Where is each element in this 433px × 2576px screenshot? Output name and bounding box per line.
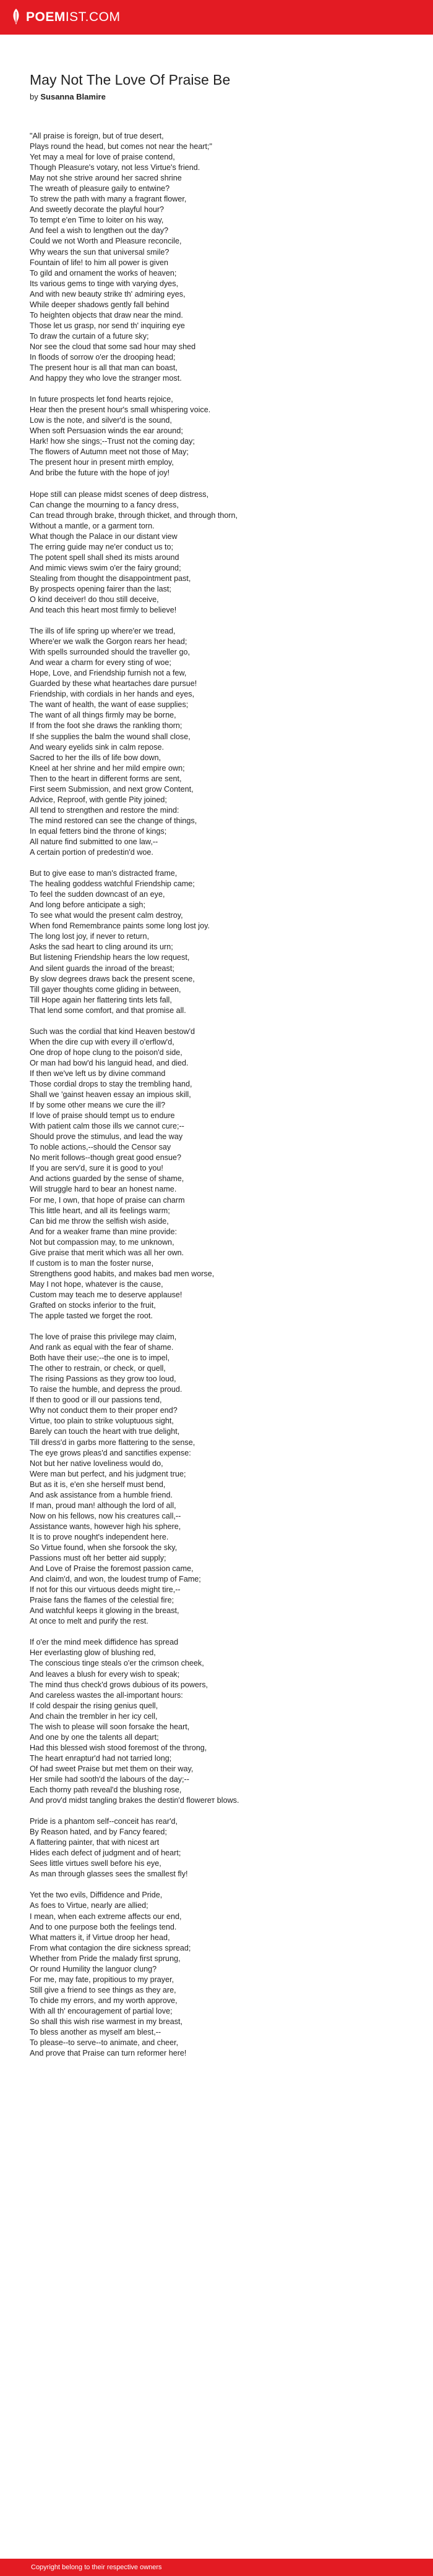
poem-line: Then to the heart in different forms are sent, [30,774,182,783]
poem-line: Of had sweet Praise but met them on their way, [30,1764,194,1773]
poem-line: And leaves a blush for every wish to speak; [30,1669,180,1679]
poem-line: When fond Remembrance paints some long lost joy. [30,922,210,931]
stanza [30,131,384,384]
poem-line: The mind thus check'd grows dubious of its powers, [30,1680,208,1689]
poem-line: Shall we 'gainst heaven essay an impious skill, [30,1090,191,1099]
author-link[interactable]: Susanna Blamire [40,92,106,101]
poem-line: Why not conduct them to their proper end? [30,1406,178,1415]
poem-line: If she supplies the balm the wound shall close, [30,732,191,741]
poem-line: When the dire cup with every ill o'erflow'd, [30,1037,174,1046]
stanza [30,1816,384,1879]
poem-line: And watchful keeps it glowing in the breast, [30,1606,179,1616]
poem-line: Now on his fellows, now his creatures call,-- [30,1511,181,1520]
poem-line: At once to melt and purify the rest. [30,1617,148,1626]
poem-line: To noble actions,--should the Censor say [30,1143,171,1152]
poem-line: With spells surrounded should the traveller go, [30,648,191,657]
poem-line: The other to restrain, or check, or quell, [30,1364,166,1373]
poem-line: Hope, Love, and Friendship furnish not a few, [30,669,187,678]
poem-line: In future prospects let fond hearts rejoice, [30,395,173,404]
poem-line: If by some other means we cure the ill? [30,1101,166,1110]
poem-line: As man through glasses sees the smallest fly! [30,1870,188,1879]
poem-line: And teach this heart most firmly to believe! [30,606,177,615]
poem-line: Hope still can please midst scenes of deep distress, [30,489,209,499]
poem-line: But as it is, e'en she herself must bend, [30,1480,166,1489]
poem-line: Or round Humility the languor clung? [30,1964,157,1973]
poem-line: The long lost joy, if never to return, [30,932,149,941]
poem-line: To please--to serve--to animate, and cheer, [30,2038,179,2048]
poem-line: And to one purpose both the feelings tend. [30,1922,177,1931]
poem-line: Sacred to her the ills of life bow down, [30,753,161,762]
poem-line: Strengthens good habits, and makes bad men worse, [30,1269,215,1278]
site-footer [0,2559,433,2576]
poem-line: Not but her native loveliness would do, [30,1459,163,1468]
poem-line: The erring guide may ne'er conduct us to; [30,542,174,551]
poem-line: And careless wastes the all-important hours: [30,1690,183,1700]
poem-line: Hides each defect of judgment and of heart; [30,1849,181,1858]
poem-line: While deeper shadows gently fall behind [30,300,169,309]
poem-line: The want of all things firmly may be borne, [30,711,176,720]
poem-line: And mimic views swim o'er the fairy ground; [30,563,181,572]
poem-line: Those cordial drops to stay the trembling hand, [30,1079,192,1088]
poem-line: To heighten objects that draw near the mind. [30,310,183,320]
poem-line: Friendship, with cordials in her hands and eyes, [30,690,195,699]
stanza [30,394,384,478]
poem-line: As foes to Virtue, nearly are allied; [30,1901,148,1910]
poem-line: Such was the cordial that kind Heaven bestow'd [30,1027,195,1036]
poem-line: But to give ease to man's distracted frame, [30,869,178,878]
poem-line: Assistance wants, however high his sphere, [30,1522,181,1531]
poem-line: And for a weaker frame than mine provide: [30,1227,178,1236]
poem-line: The potent spell shall shed its mists around [30,553,179,562]
site-header [0,0,433,35]
poem-line: If man, proud man! although the lord of all, [30,1501,176,1510]
poem-line: For me, I own, that hope of praise can charm [30,1195,185,1205]
poem-line: Grafted on stocks inferior to the fruit, [30,1300,156,1310]
poem-line: By Reason hated, and by Fancy feared; [30,1828,167,1837]
poem-title: May Not The Love Of Praise Be [30,72,231,88]
poem-line: And one by one the talents all depart; [30,1732,159,1742]
stanza [30,626,384,858]
poem-line: Can bid me throw the selfish wish aside, [30,1216,169,1226]
poem-line: Still give a friend to see things as they are, [30,1985,176,1994]
poem-line: Stealing from thought the disappointment past, [30,574,191,583]
poem-line: To gild and ornament the works of heaven; [30,268,177,278]
poem-line: Hear then the present hour's small whispering voice. [30,405,211,415]
byline [30,92,384,101]
poem-line: Not but compassion may, to me unknown, [30,1237,174,1247]
poem-line: And claim'd, and won, the loudest trump of Fame; [30,1575,201,1584]
byline-prefix: by [30,92,38,101]
poem-line: By prospects opening fairer than the last; [30,584,171,593]
poem-line: And feel a wish to lengthen out the day? [30,226,169,235]
poem-line: The apple tasted we forget the root. [30,1311,153,1321]
stanza [30,1332,384,1627]
poem-line: The flowers of Autumn meet not those of May; [30,447,189,457]
poem-line: In equal fetters bind the throne of kings; [30,826,167,836]
poem-line: To draw the curtain of a future sky; [30,331,149,341]
poem-line: The healing goddess watchful Friendship came; [30,879,195,889]
poem-line: And rank as equal with the fear of shame. [30,1343,174,1352]
poem-line: All nature find submitted to one law,-- [30,837,158,846]
poem-line: Or man had bow'd his languid head, and died. [30,1058,189,1067]
quill-pen-icon [11,8,21,27]
poem-line: To bless another as myself am blest,-- [30,2028,161,2037]
poem-line: May not she strive around her sacred shrine [30,174,182,183]
poem-line: Hark! how she sings;--Trust not the coming day; [30,437,195,446]
poem-line: Passions must oft her better aid supply; [30,1554,166,1563]
poem-line: And happy they who love the stranger most. [30,374,182,383]
poem-line: Though Pleasure's votary, not less Virtue's friend. [30,163,200,172]
poem-line: The rising Passions as they grow too loud, [30,1375,176,1384]
poem-line: The eye grows pleas'd and sanctifies expense: [30,1448,191,1457]
poem-line: And sweetly decorate the playful hour? [30,205,165,214]
poem-line: Kneel at her shrine and her mild empire own; [30,763,185,773]
poem-line: From what contagion the dire sickness spread; [30,1943,191,1952]
poem-line: The heart enraptur'd had not tarried long; [30,1753,172,1763]
poem-line: And bribe the future with the hope of joy! [30,468,170,478]
poem-body [30,131,384,2059]
poem-line: Her everlasting glow of blushing red, [30,1648,156,1658]
poem-line: Her smile had sooth'd the labours of the day;-- [30,1774,189,1784]
poem-line: Virtue, too plain to strike voluptuous sight, [30,1417,174,1426]
poem-line: If you are serv'd, sure it is good to you! [30,1164,163,1173]
poem-line: The want of health, the want of ease supplies; [30,700,189,710]
poem-line: The wreath of pleasure gaily to entwine? [30,184,170,193]
stanza [30,1027,384,1321]
poem-line: If then to good or ill our passions tend, [30,1396,162,1405]
poem-line: With all th' encouragement of partial love; [30,2006,173,2015]
poem-line: If custom is to man the foster nurse, [30,1258,154,1268]
poem-line: When soft Persuasion winds the ear around; [30,426,183,436]
poem-line: Why wears the sun that universal smile? [30,247,169,256]
poem-line: Low is the note, and silver'd is the sound, [30,416,172,425]
stanza [30,1890,384,2059]
poem-line: That lend some comfort, and that promise all. [30,1006,186,1015]
poem-line: And weary eyelids sink in calm repose. [30,742,164,752]
poem-line: The mind restored can see the change of things, [30,816,197,825]
poem-line: To see what would the present calm destroy, [30,911,183,920]
poem-line: And wear a charm for every sting of woe; [30,658,171,667]
poem-line: If then we've left us by divine command [30,1069,166,1078]
poem-line: Could we not Worth and Pleasure reconcile, [30,237,182,246]
poem-line: This little heart, and all its feelings warm; [30,1206,170,1215]
poem-line: All tend to strengthen and restore the mind: [30,805,179,815]
footer-copyright: Copyright belong to their respective owners [31,2564,162,2571]
poem-line: Guarded by these what heartaches dare pursue! [30,679,197,688]
poem-line: Yet the two evils, Diffidence and Pride, [30,1891,163,1900]
poem-line: The conscious tinge steals o'er the crimson cheek, [30,1659,204,1668]
poem-line: To chide my errors, and my worth approve, [30,1996,178,2005]
poem-line: To tempt e'en Time to loiter on his way, [30,216,164,225]
poem-line: O kind deceiver! do thou still deceive, [30,595,159,604]
poem-line: Both have their use;--the one is to impel, [30,1354,170,1363]
poem-line: Should prove the stimulus, and lead the way [30,1132,183,1142]
poem-line: If from the foot she draws the rankling thorn; [30,721,182,731]
poem-line: By slow degrees draws back the present scene, [30,974,195,983]
poem-line: Had this blessed wish stood foremost of the throng, [30,1743,207,1752]
stanza [30,1637,384,1806]
poem-line: No merit follows--though great good ensue? [30,1153,182,1163]
poem-line: And Love of Praise the foremost passion came, [30,1564,194,1574]
stanza [30,868,384,1016]
poem-line: Its various gems to tinge with varying dyes, [30,279,179,288]
logo-text: POEMIST.COM [26,10,121,24]
poem-line: A certain portion of predestin'd woe. [30,848,153,857]
poem-line: To feel the sudden downcast of an eye, [30,890,165,899]
poem-line: Fountain of life! to him all power is given [30,258,169,267]
poem-line: The wish to please will soon forsake the heart, [30,1722,190,1731]
poem-line: Custom may teach me to deserve applause! [30,1290,182,1299]
poem-line: Asks the sad heart to cling around its urn; [30,943,173,952]
poem-line: If o'er the mind meek diffidence has spread [30,1638,179,1647]
poem-line: So Virtue found, when she forsook the sky, [30,1543,178,1552]
poem-line: Give praise that merit which was all her own. [30,1248,184,1257]
poem-line: If cold despair the rising genius quell, [30,1701,158,1710]
poem-line: Till gayer thoughts come gliding in between, [30,985,181,994]
poem-line: What matters it, if Virtue droop her head, [30,1933,170,1942]
poem-line: So shall this wish rise warmest in my breast, [30,2017,183,2026]
poem-line: May I not hope, whatever is the cause, [30,1279,163,1289]
site-logo[interactable] [11,8,121,27]
poem-line: Can change the mourning to a fancy dress, [30,500,179,509]
poem-line: To strew the path with many a fragrant flower, [30,195,187,204]
poem-line: Praise fans the flames of the celestial fire; [30,1596,174,1605]
poem-line: And long before anticipate a sigh; [30,900,145,910]
poem-line: I mean, when each extreme affects our end, [30,1912,182,1921]
poem-line: Advice, Reproof, with gentle Pity joined; [30,795,167,804]
poem-line: And chain the trembler in her icy cell, [30,1711,158,1721]
poem-line: A flattering painter, that with nicest art [30,1838,160,1847]
poem-line: And actions guarded by the sense of shame, [30,1174,184,1184]
poem-content [0,35,384,2059]
poem-line: And silent guards the inroad of the breast; [30,964,174,973]
poem-line: Whether from Pride the malady first sprung, [30,1954,181,1963]
poem-line: What though the Palace in our distant view [30,532,178,541]
poem-line: But listening Friendship hears the low request, [30,953,190,962]
poem-line: The present hour in present mirth employ, [30,458,174,467]
poem-line: Pride is a phantom self--conceit has rear'd, [30,1817,178,1826]
poem-line: And prove that Praise can turn reformer here! [30,2049,187,2058]
poem-line: Without a mantle, or a garment torn. [30,521,155,530]
poem-line: Each thorny path reveal'd the blushing rose, [30,1786,182,1795]
poem-line: Where'er we walk the Gorgon rears her head; [30,637,187,646]
poem-line: Till Hope again her flattering tints lets fall, [30,995,172,1004]
poem-line: Can tread through brake, through thicket, and through thorn, [30,511,238,520]
poem-line: If love of praise should tempt us to endure [30,1111,175,1121]
poem-line: To raise the humble, and depress the proud. [30,1385,182,1394]
poem-line: It is to prove nought's independent here. [30,1532,169,1541]
poem-line: Till dress'd in garbs more flattering to the sense, [30,1438,195,1447]
poem-line: Sees little virtues swell before his eye, [30,1859,161,1868]
poem-line: Those let us grasp, nor send th' inquiring eye [30,321,185,330]
poem-line: And prov'd midst tangling brakes the destin'd flowerет blows. [30,1796,239,1805]
poem-line: And ask assistance from a humble friend. [30,1490,173,1499]
poem-line: One drop of hope clung to the poison'd side, [30,1048,182,1057]
poem-line: Were man but perfect, and his judgment true; [30,1469,186,1478]
poem-line: First seem Submission, and next grow Content, [30,784,194,794]
poem-line: For me, may fate, propitious to my prayer, [30,1975,174,1984]
poem-line: And with new beauty strike th' admiring eyes, [30,289,186,299]
poem-line: The love of praise this privilege may claim, [30,1332,177,1342]
poem-line: Barely can touch the heart with true delight, [30,1427,180,1436]
poem-line: Nor see the cloud that some sad hour may shed [30,342,196,351]
poem-line: Yet may a meal for love of praise contend, [30,153,175,162]
poem-line: In floods of sorrow o'er the drooping head; [30,352,176,362]
poem-line: The present hour is all that man can boast, [30,363,178,373]
poem-line: If not for this our virtuous deeds might tire,-- [30,1585,181,1595]
poem-line: With patient calm those ills we cannot cure;-- [30,1122,184,1131]
poem-line: The ills of life spring up where'er we tread, [30,627,176,636]
stanza [30,489,384,616]
poem-line: Will struggle hard to bear an honest name. [30,1185,177,1194]
poem-line: "All praise is foreign, but of true desert, [30,132,164,140]
poem-line: Plays round the head, but comes not near the heart;" [30,142,213,151]
